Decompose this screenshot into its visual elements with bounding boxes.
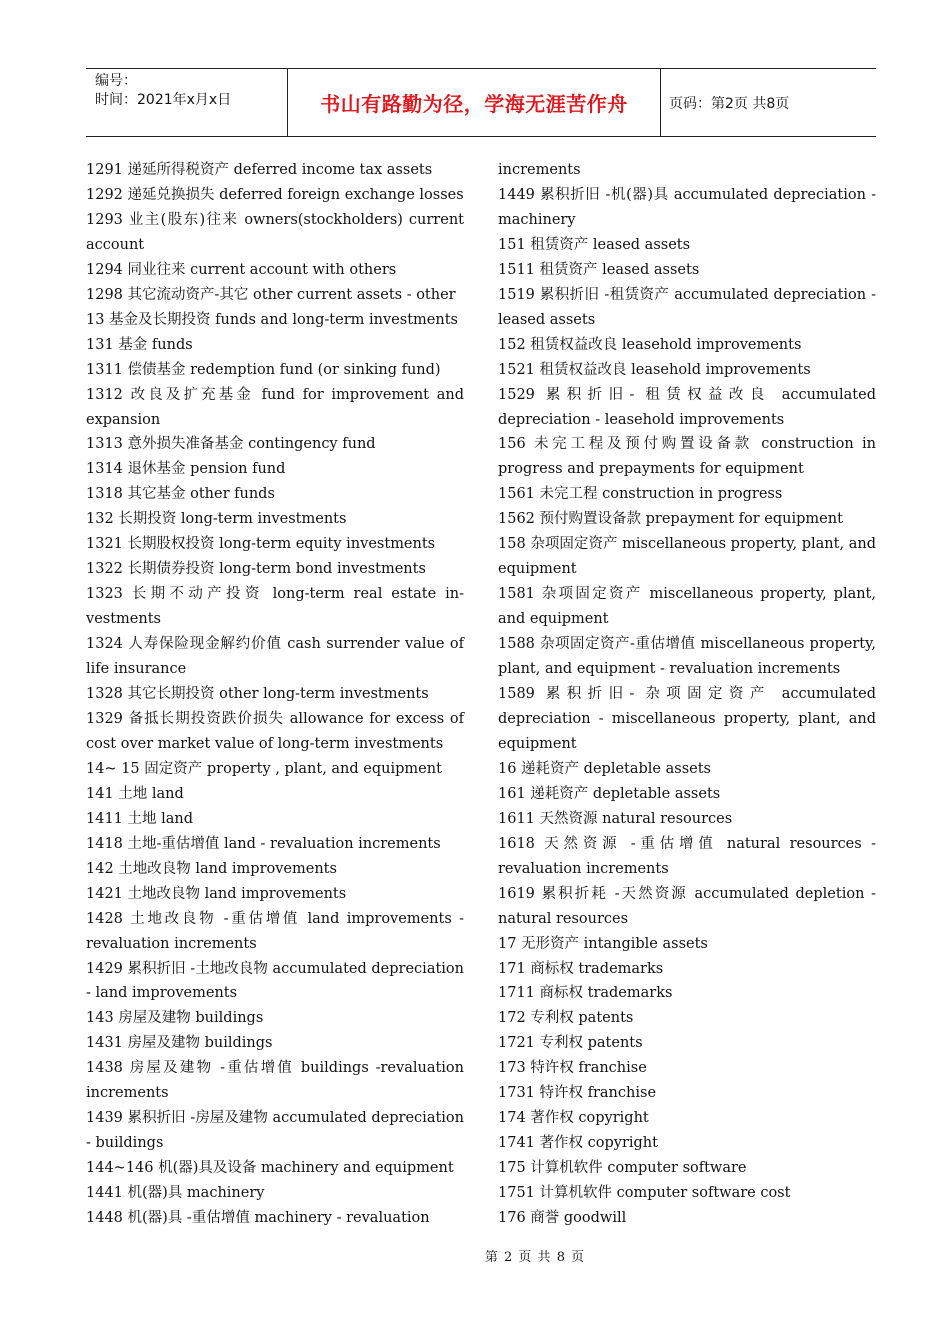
glossary-entry: 1293 业主(股东)往来 owners(stockholders) current account	[86, 211, 464, 253]
glossary-entry: 174 著作权 copyright	[498, 1110, 649, 1127]
glossary-entry: 1529 累积折旧- 租赁权益改良 accumulated depreciation - leasehold improvements	[498, 386, 876, 428]
left-column	[86, 158, 464, 1231]
glossary-entry: 151 租赁资产 leased assets	[498, 236, 691, 253]
header-meta	[86, 69, 288, 136]
glossary-entry: 1431 房屋及建物 buildings	[86, 1035, 273, 1052]
glossary-entry: 1581 杂项固定资产 miscellaneous property, plant, and equipment	[498, 586, 876, 628]
glossary-entry: 1323 长期不动产投资 long-term real estate in-vestments	[86, 586, 464, 628]
glossary-entry: 176 商誉 goodwill	[498, 1210, 627, 1227]
glossary-entry: 1311 偿债基金 redemption fund (or sinking fund)	[86, 361, 441, 378]
header-page-cell	[661, 69, 884, 136]
glossary-entry: 1441 机(器)具 machinery	[86, 1185, 265, 1202]
page-footer: 第 2 页 共 8 页	[484, 1250, 586, 1265]
glossary-entry: 141 土地 land	[86, 785, 184, 802]
document-time-label: 时间：2021年x月x日	[95, 92, 232, 108]
glossary-entry: 1292 递延兑换损失 deferred foreign exchange losses	[86, 186, 464, 203]
glossary-entry: 1418 土地-重估增值 land - revaluation increments	[86, 835, 441, 852]
glossary-entry: 1312 改良及扩充基金 fund for improvement and expansion	[86, 386, 464, 428]
glossary-entry: 1448 机(器)具 -重估增值 machinery - revaluation	[86, 1210, 430, 1227]
glossary-entry: 1561 未完工程 construction in progress	[498, 486, 783, 503]
header-page-label: 页码：第2页 共8页	[669, 95, 790, 112]
glossary-entry: 13 基金及长期投资 funds and long-term investments	[86, 311, 458, 328]
glossary-entry: 1298 其它流动资产-其它 other current assets - other	[86, 286, 456, 303]
glossary-entry: 1438 房屋及建物 -重估增值 buildings -revaluation increments	[86, 1060, 464, 1102]
page-header	[86, 68, 876, 137]
glossary-entry: 17 无形资产 intangible assets	[498, 935, 708, 952]
glossary-entry: 131 基金 funds	[86, 336, 193, 353]
glossary-entry: 1321 长期股权投资 long-term equity investments	[86, 536, 436, 553]
glossary-entry: 1511 租赁资产 leased assets	[498, 261, 700, 278]
glossary-entry: 1411 土地 land	[86, 810, 194, 827]
glossary-entry: 1294 同业往来 current account with others	[86, 261, 397, 278]
glossary-entry: 1711 商标权 trademarks	[498, 985, 673, 1002]
glossary-entry: 156 未完工程及预付购置设备款 construction in progress and prepayments for equipment	[498, 436, 876, 478]
glossary-entry: 1562 预付购置设备款 prepayment for equipment	[498, 511, 843, 528]
glossary-entry: 132 长期投资 long-term investments	[86, 511, 347, 528]
glossary-entry: 172 专利权 patents	[498, 1010, 634, 1027]
glossary-entry: 1429 累积折旧 -土地改良物 accumulated depreciation - land improvements	[86, 960, 464, 1002]
glossary-entry: 1291 递延所得税资产 deferred income tax assets	[86, 162, 433, 178]
glossary-entry: 1313 意外损失准备基金 contingency fund	[86, 436, 376, 453]
glossary-entry: 1318 其它基金 other funds	[86, 486, 275, 503]
glossary-entry: 1328 其它长期投资 other long-term investments	[86, 686, 429, 703]
glossary-entry: 143 房屋及建物 buildings	[86, 1010, 264, 1027]
glossary-entry: 1619 累积折耗 -天然资源 accumulated depletion - natural resources	[498, 885, 876, 927]
glossary-entry: 144~146 机(器)具及设备 machinery and equipment	[86, 1160, 454, 1177]
glossary-entry: 1519 累积折旧 -租赁资产 accumulated depreciation - leased assets	[498, 286, 876, 328]
glossary-entry: 1329 备抵长期投资跌价损失 allowance for excess of cost over market value of long-term investments	[86, 710, 464, 752]
glossary-entry: 14~ 15 固定资产 property , plant, and equipment	[86, 760, 442, 777]
header-motto: 书山有路勤为径，学海无涯苦作舟	[320, 92, 628, 116]
glossary-entry: 1751 计算机软件 computer software cost	[498, 1185, 791, 1202]
glossary-entry: 1314 退休基金 pension fund	[86, 461, 286, 478]
glossary-entry: 175 计算机软件 computer software	[498, 1160, 747, 1177]
right-column	[498, 158, 876, 1231]
glossary-entry: 142 土地改良物 land improvements	[86, 860, 337, 877]
glossary-entry: 173 特许权 franchise	[498, 1060, 647, 1077]
glossary-entry: 1589 累积折旧- 杂项固定资产 accumulated depreciation - miscellaneous property, plant, and equipment	[498, 686, 876, 752]
glossary-entry: 152 租赁权益改良 leasehold improvements	[498, 336, 802, 353]
glossary-entry: 1588 杂项固定资产-重估增值 miscellaneous property, plant, and equipment - revaluation increments	[498, 636, 876, 678]
glossary-entry: 1721 专利权 patents	[498, 1035, 643, 1052]
glossary-entry: 1439 累积折旧 -房屋及建物 accumulated depreciation - buildings	[86, 1110, 464, 1152]
glossary-entry: 1611 天然资源 natural resources	[498, 810, 733, 827]
glossary-entry: 158 杂项固定资产 miscellaneous property, plant, and equipment	[498, 536, 876, 578]
glossary-entry: 1731 特许权 franchise	[498, 1085, 657, 1102]
glossary-entry: 1741 著作权 copyright	[498, 1135, 658, 1152]
document-number-label: 编号：	[95, 73, 137, 89]
glossary-entry: 1521 租赁权益改良 leasehold improvements	[498, 361, 811, 378]
glossary-entry: 16 递耗资产 depletable assets	[498, 760, 711, 777]
glossary-entry: 171 商标权 trademarks	[498, 960, 664, 977]
glossary-entry: 1421 土地改良物 land improvements	[86, 885, 347, 902]
glossary-entry: 1618 天然资源 -重估增值 natural resources - revaluation increments	[498, 835, 876, 877]
header-motto-cell	[288, 69, 661, 136]
glossary-entry: 1324 人寿保险现金解约价值 cash surrender value of life insurance	[86, 636, 464, 678]
glossary-entry: 1428 土地改良物 -重估增值 land improvements - revaluation increments	[86, 910, 464, 952]
glossary-entry: 1322 长期债券投资 long-term bond investments	[86, 561, 426, 578]
glossary-entry: 161 递耗资产 depletable assets	[498, 785, 721, 802]
glossary-entry: 1449 累积折旧 -机(器)具 accumulated depreciation - machinery	[498, 186, 876, 228]
glossary-entry: increments	[498, 162, 581, 178]
